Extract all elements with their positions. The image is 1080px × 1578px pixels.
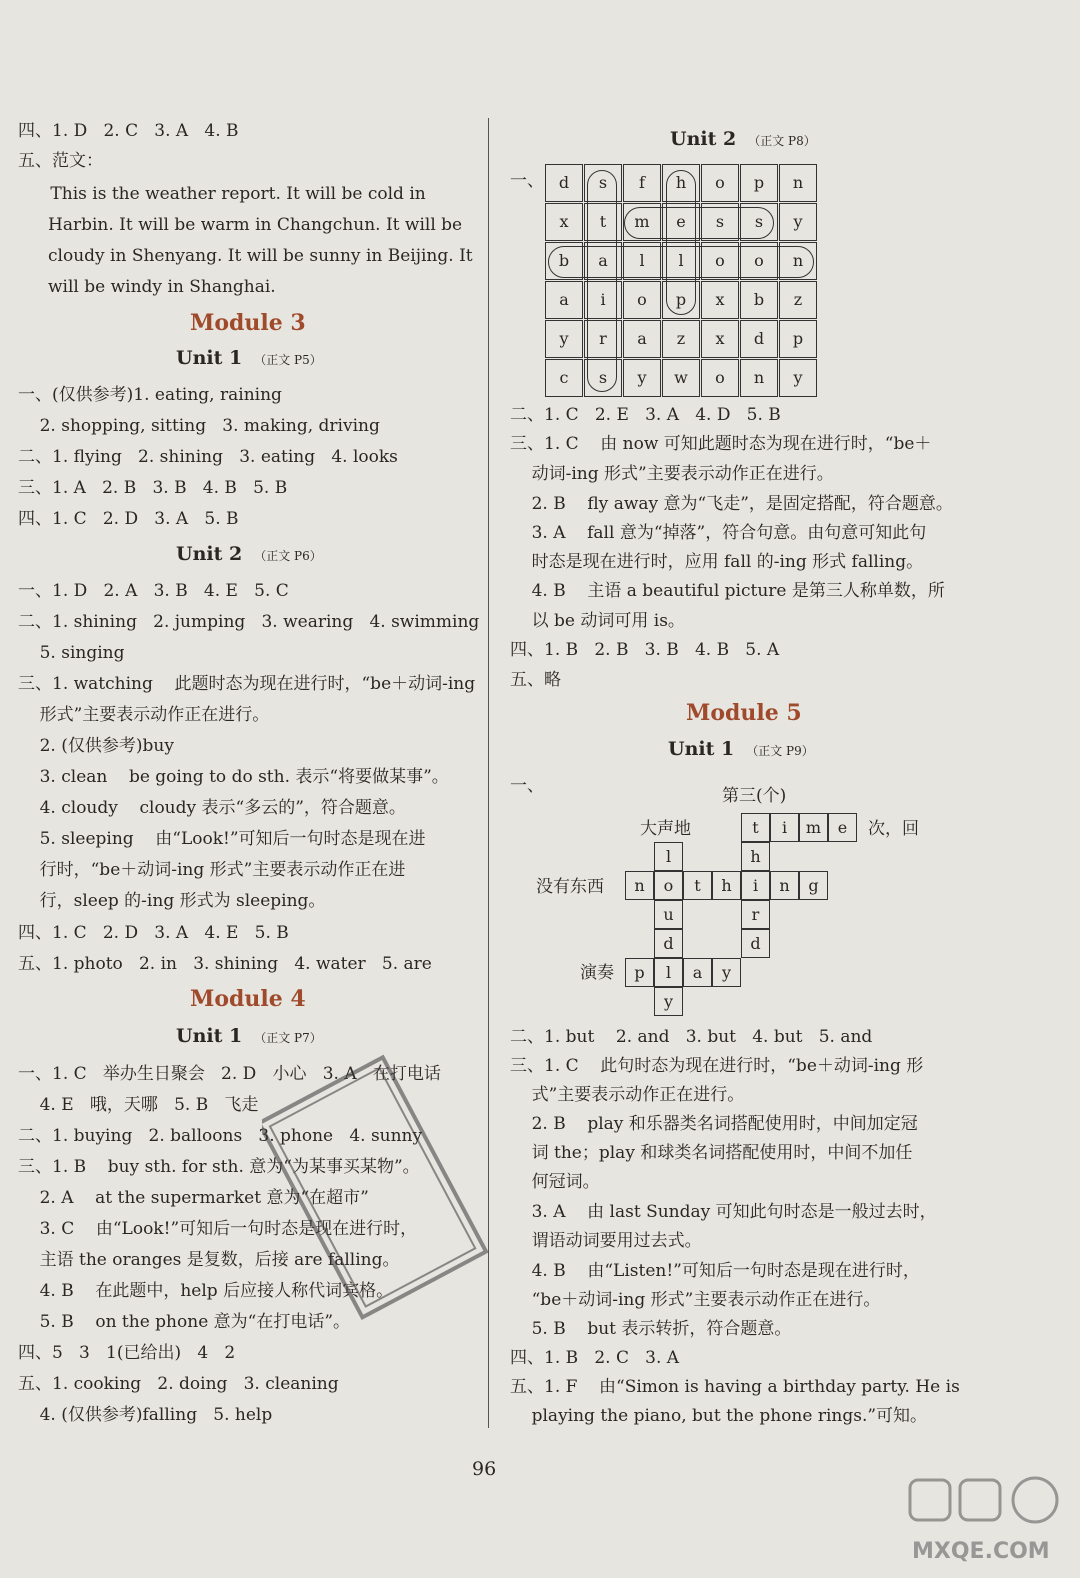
- grid-cell: t: [584, 203, 622, 241]
- found-word-oval: [548, 246, 814, 278]
- answer-line: 五、范文：: [18, 151, 103, 171]
- answer-line: 5. B but 表示转折，符合题意。: [510, 1319, 792, 1339]
- grid-cell: o: [701, 242, 739, 280]
- essay-line: This is the weather report. It will be cold in: [18, 184, 426, 204]
- answer-line: 一、(仅供参考)1. eating, raining: [18, 385, 282, 405]
- answer-line: 二、1. C 2. E 3. A 4. D 5. B: [510, 405, 781, 425]
- answer-line: 三、1. B buy sth. for sth. 意为“为某事买某物”。: [18, 1157, 420, 1177]
- crossword-cell: l: [654, 842, 683, 871]
- question-label: 一、: [510, 776, 544, 796]
- module-heading: Module 3: [190, 310, 306, 336]
- answer-line: “be＋动词-ing 形式”主要表示动作正在进行。: [510, 1290, 881, 1310]
- crossword-cell: p: [625, 958, 654, 987]
- answer-line: 4. B 主语 a beautiful picture 是第三人称单数，所: [510, 581, 945, 601]
- found-word-oval: [624, 207, 774, 239]
- answer-line: 2. shopping, sitting 3. making, driving: [18, 416, 380, 436]
- crossword-cell: r: [741, 900, 770, 929]
- grid-cell: n: [779, 242, 817, 280]
- unit-title: Unit 1: [176, 1025, 243, 1047]
- answer-line: 3. A 由 last Sunday 可知此句时态是一般过去时，: [510, 1202, 937, 1222]
- crossword-clue: 演奏: [580, 963, 614, 983]
- crossword-cell: t: [683, 871, 712, 900]
- grid-cell: z: [779, 281, 817, 319]
- grid-cell: l: [662, 242, 700, 280]
- grid-cell: a: [545, 281, 583, 319]
- grid-cell: x: [701, 281, 739, 319]
- found-word-oval: [666, 170, 696, 315]
- answer-line: playing the piano, but the phone rings.”可知。: [510, 1406, 928, 1426]
- crossword-cell: i: [741, 871, 770, 900]
- crossword-cell: a: [683, 958, 712, 987]
- grid-cell: s: [740, 203, 778, 241]
- grid-cell: i: [584, 281, 622, 319]
- answer-line: 二、1. shining 2. jumping 3. wearing 4. swimming: [18, 612, 480, 632]
- answer-line: 二、1. buying 2. balloons 3. phone 4. sunny: [18, 1126, 423, 1146]
- module-heading: Module 5: [686, 700, 802, 726]
- grid-cell: a: [584, 242, 622, 280]
- answer-line: 四、1. D 2. C 3. A 4. B: [18, 121, 239, 141]
- crossword-cell: h: [712, 871, 741, 900]
- answer-line: 三、1. C 此句时态为现在进行时，“be＋动词-ing 形: [510, 1056, 924, 1076]
- answer-line: 5. singing: [18, 643, 125, 663]
- unit-heading: [668, 738, 814, 760]
- unit-title: Unit 1: [176, 347, 243, 369]
- answer-line: 二、1. flying 2. shining 3. eating 4. looks: [18, 447, 398, 467]
- essay-line: will be windy in Shanghai.: [48, 277, 276, 297]
- answer-line: 四、5 3 1(已给出) 4 2: [18, 1343, 236, 1363]
- answer-line: 以 be 动词可用 is。: [510, 611, 685, 631]
- crossword-cell: n: [625, 871, 654, 900]
- grid-cell: a: [623, 320, 661, 358]
- grid-cell: d: [545, 164, 583, 202]
- answer-line: 4. (仅供参考)falling 5. help: [18, 1405, 273, 1425]
- grid-cell: b: [740, 281, 778, 319]
- answer-line: 4. B 在此题中，help 后应接人称代词宾格。: [18, 1281, 394, 1301]
- answer-line: 三、1. watching 此题时态为现在进行时，“be＋动词-ing: [18, 674, 476, 694]
- answer-line: 2. B fly away 意为“飞走”，是固定搭配，符合题意。: [510, 494, 953, 514]
- answer-line: 四、1. B 2. B 3. B 4. B 5. A: [510, 640, 780, 660]
- answer-line: 何冠词。: [510, 1172, 600, 1192]
- unit-ref: （正文 P8）: [748, 134, 816, 148]
- answer-line: 五、1. photo 2. in 3. shining 4. water 5. are: [18, 954, 432, 974]
- essay-line: cloudy in Shenyang. It will be sunny in Beijing. It: [48, 246, 473, 266]
- grid-cell: o: [740, 242, 778, 280]
- unit-title: Unit 2: [670, 128, 737, 150]
- grid-cell: y: [779, 203, 817, 241]
- answer-line: 词 the；play 和球类名词搭配使用时，中间不加任: [510, 1143, 913, 1163]
- grid-cell: f: [623, 164, 661, 202]
- unit-heading: [176, 347, 322, 369]
- grid-cell: p: [779, 320, 817, 358]
- grid-cell: x: [701, 320, 739, 358]
- grid-cell: s: [701, 203, 739, 241]
- grid-cell: p: [662, 281, 700, 319]
- grid-cell: r: [584, 320, 622, 358]
- grid-cell: n: [740, 359, 778, 397]
- found-word-oval: [587, 170, 617, 392]
- crossword-cell: y: [712, 958, 741, 987]
- crossword-clue: 没有东西: [536, 877, 604, 897]
- answer-line: 4. B 由“Listen!”可知后一句时态是现在进行时，: [510, 1261, 920, 1281]
- answer-line: 四、1. C 2. D 3. A 5. B: [18, 509, 239, 529]
- unit-title: Unit 1: [668, 738, 735, 760]
- grid-cell: o: [701, 164, 739, 202]
- module-heading: Module 4: [190, 986, 306, 1012]
- grid-cell: c: [545, 359, 583, 397]
- answer-line: 式”主要表示动作正在进行。: [510, 1085, 745, 1105]
- crossword-clue: 第三(个): [722, 786, 787, 806]
- crossword-cell: o: [654, 871, 683, 900]
- grid-cell: y: [623, 359, 661, 397]
- answer-line: 谓语动词要用过去式。: [510, 1231, 702, 1251]
- grid-cell: y: [779, 359, 817, 397]
- answer-line: 2. (仅供参考)buy: [18, 736, 174, 756]
- grid-cell: s: [584, 164, 622, 202]
- answer-line: 4. cloudy cloudy 表示“多云的”，符合题意。: [18, 798, 406, 818]
- page-number: 96: [472, 1458, 497, 1480]
- answer-line: 四、1. C 2. D 3. A 4. E 5. B: [18, 923, 289, 943]
- crossword-clue: 大声地: [640, 819, 691, 839]
- answer-line: 4. E 哦，天哪 5. B 飞走: [18, 1095, 259, 1115]
- answer-line: 2. B play 和乐器类名词搭配使用时，中间加定冠: [510, 1114, 918, 1134]
- grid-cell: y: [545, 320, 583, 358]
- answer-line: 5. B on the phone 意为“在打电话”。: [18, 1312, 351, 1332]
- grid-cell: h: [662, 164, 700, 202]
- answer-line: 形式”主要表示动作正在进行。: [18, 705, 270, 725]
- crossword-cell: n: [770, 871, 799, 900]
- unit-heading: [176, 543, 322, 565]
- answer-line: 三、1. C 由 now 可知此题时态为现在进行时，“be＋: [510, 434, 932, 454]
- grid-cell: z: [662, 320, 700, 358]
- answer-line: 3. A fall 意为“掉落”，符合句意。由句意可知此句: [510, 523, 927, 543]
- unit-ref: （正文 P5）: [254, 353, 322, 367]
- grid-cell: x: [545, 203, 583, 241]
- grid-cell: e: [662, 203, 700, 241]
- answer-line: 四、1. B 2. C 3. A: [510, 1348, 680, 1368]
- grid-cell: o: [701, 359, 739, 397]
- unit-ref: （正文 P9）: [746, 744, 814, 758]
- answer-line: 时态是现在进行时，应用 fall 的-ing 形式 falling。: [510, 552, 924, 572]
- unit-heading: [670, 128, 816, 150]
- answer-line: 主语 the oranges 是复数，后接 are falling。: [18, 1250, 400, 1270]
- crossword-cell: d: [741, 929, 770, 958]
- grid-cell: w: [662, 359, 700, 397]
- grid-cell: n: [779, 164, 817, 202]
- grid-cell: m: [623, 203, 661, 241]
- answer-line: 行，sleep 的-ing 形式为 sleeping。: [18, 891, 326, 911]
- crossword-cell: m: [799, 813, 828, 842]
- crossword-cell: t: [741, 813, 770, 842]
- answer-line: 动词-ing 形式”主要表示动作正在进行。: [510, 464, 834, 484]
- unit-title: Unit 2: [176, 543, 243, 565]
- crossword-cell: y: [654, 987, 683, 1016]
- grid-cell: b: [545, 242, 583, 280]
- unit-ref: （正文 P7）: [254, 1031, 322, 1045]
- essay-line: Harbin. It will be warm in Changchun. It will be: [48, 215, 463, 235]
- crossword-cell: l: [654, 958, 683, 987]
- ink-stamp: [262, 1035, 492, 1335]
- unit-ref: （正文 P6）: [254, 549, 322, 563]
- grid-cell: l: [623, 242, 661, 280]
- answer-line: 一、1. D 2. A 3. B 4. E 5. C: [18, 581, 289, 601]
- answer-line: 五、1. cooking 2. doing 3. cleaning: [18, 1374, 339, 1394]
- answer-line: 3. C 由“Look!”可知后一句时态是现在进行时，: [18, 1219, 418, 1239]
- answer-line: 3. clean be going to do sth. 表示“将要做某事”。: [18, 767, 449, 787]
- grid-cell: p: [740, 164, 778, 202]
- grid-cell: s: [584, 359, 622, 397]
- crossword-cell: g: [799, 871, 828, 900]
- watermark-logo: [900, 1470, 1070, 1570]
- crossword-cell: u: [654, 900, 683, 929]
- answer-line: 行时，“be＋动词-ing 形式”主要表示动作正在进: [18, 860, 406, 880]
- crossword-cell: e: [828, 813, 857, 842]
- answer-line: 五、略: [510, 670, 561, 690]
- grid-cell: o: [623, 281, 661, 319]
- crossword-cell: d: [654, 929, 683, 958]
- crossword-clue: 次，回: [868, 819, 919, 839]
- svg-text:MXQE.COM: MXQE.COM: [912, 1539, 1050, 1564]
- answer-line: 三、1. A 2. B 3. B 4. B 5. B: [18, 478, 288, 498]
- question-label: 一、: [510, 171, 544, 191]
- answer-line: 二、1. but 2. and 3. but 4. but 5. and: [510, 1027, 873, 1047]
- crossword-cell: h: [741, 842, 770, 871]
- crossword-cell: i: [770, 813, 799, 842]
- grid-cell: d: [740, 320, 778, 358]
- answer-line: 五、1. F 由“Simon is having a birthday party. He is: [510, 1377, 960, 1397]
- answer-line: 5. sleeping 由“Look!”可知后一句时态是现在进: [18, 829, 426, 849]
- answer-line: 2. A at the supermarket 意为“在超市”: [18, 1188, 369, 1208]
- answer-line: 一、1. C 举办生日聚会 2. D 小心 3. A 在打电话: [18, 1064, 441, 1084]
